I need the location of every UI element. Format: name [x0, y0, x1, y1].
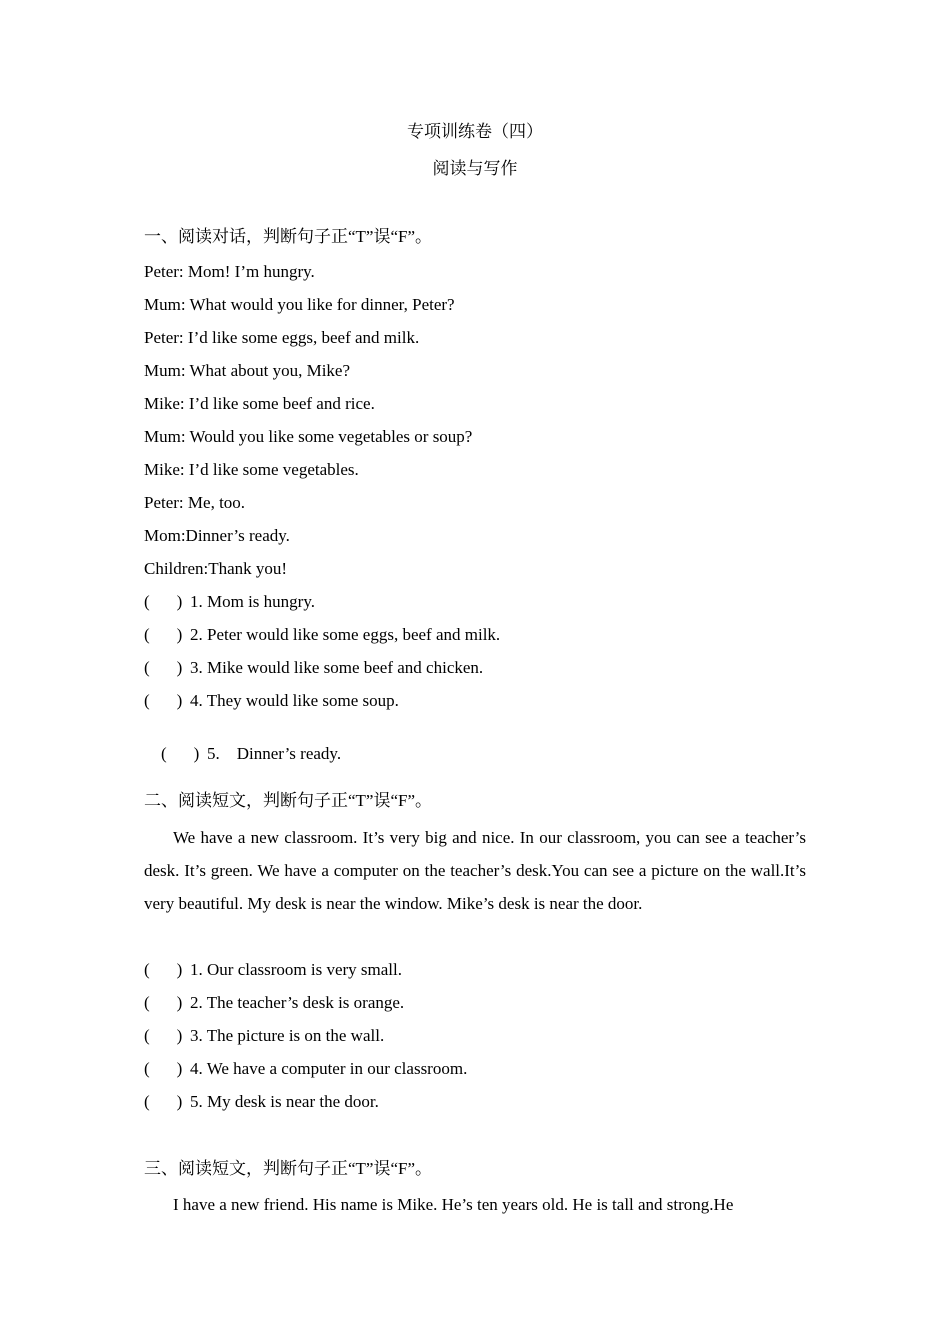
question-text: 2. Peter would like some eggs, beef and milk. — [190, 625, 501, 644]
answer-blank[interactable]: ( ) — [144, 1059, 183, 1078]
answer-blank[interactable]: ( ) — [144, 1092, 183, 1111]
dialogue-line: Children:Thank you! — [144, 559, 288, 578]
question-item — [144, 1059, 467, 1079]
answer-blank[interactable]: ( ) — [144, 993, 183, 1012]
question-text: 4. They would like some soup. — [190, 691, 399, 710]
question-item — [144, 625, 500, 645]
question-text: 3. Mike would like some beef and chicken. — [190, 658, 484, 677]
question-text: 1. Our classroom is very small. — [190, 960, 402, 979]
question-text: 4. We have a computer in our classroom. — [190, 1059, 468, 1078]
answer-blank[interactable]: ( ) — [144, 625, 183, 644]
answer-blank[interactable]: ( ) — [144, 1026, 183, 1045]
question-text: 5. My desk is near the door. — [190, 1092, 379, 1111]
dialogue-line: Mike: I’d like some beef and rice. — [144, 394, 375, 413]
section1-heading: 一、阅读对话，判断句子正“T”误“F”。 — [144, 227, 433, 246]
dialogue-line: Mum: What about you, Mike? — [144, 361, 351, 380]
answer-blank[interactable]: ( ) — [144, 960, 183, 979]
question-item — [144, 724, 341, 784]
section3-passage: I have a new friend. His name is Mike. He’s ten years old. He is tall and strong.He — [173, 1195, 734, 1214]
question-text: 1. Mom is hungry. — [190, 592, 315, 611]
dialogue-line: Mum: Would you like some vegetables or soup? — [144, 427, 473, 446]
question-text: 5. Dinner’s ready. — [207, 744, 342, 763]
question-item — [144, 592, 315, 612]
question-text: 3. The picture is on the wall. — [190, 1026, 385, 1045]
dialogue-line: Peter: I’d like some eggs, beef and milk. — [144, 328, 420, 347]
dialogue-line: Mum: What would you like for dinner, Peter? — [144, 295, 455, 314]
question-item — [144, 1092, 379, 1112]
dialogue-line: Mike: I’d like some vegetables. — [144, 460, 359, 479]
question-item — [144, 658, 483, 678]
dialogue-line: Mom:Dinner’s ready. — [144, 526, 290, 545]
question-text: 2. The teacher’s desk is orange. — [190, 993, 405, 1012]
question-item — [144, 691, 399, 711]
page-subtitle: 阅读与写作 — [432, 159, 518, 178]
question-item — [144, 1026, 384, 1046]
answer-blank[interactable]: ( ) — [144, 691, 183, 710]
dialogue-line: Peter: Me, too. — [144, 493, 246, 512]
page-title: 专项训练卷（四） — [407, 122, 543, 141]
answer-blank[interactable]: ( ) — [144, 592, 183, 611]
section2-heading: 二、阅读短文，判断句子正“T”误“F”。 — [144, 791, 433, 810]
dialogue-line: Peter: Mom! I’m hungry. — [144, 262, 315, 281]
question-item — [144, 960, 402, 980]
answer-blank[interactable]: ( ) — [161, 744, 200, 763]
question-item — [144, 993, 404, 1013]
section3-heading: 三、阅读短文，判断句子正“T”误“F”。 — [144, 1159, 433, 1178]
answer-blank[interactable]: ( ) — [144, 658, 183, 677]
section2-passage: We have a new classroom. It’s very big and nice. In our classroom, you can see a teacher’s desk. It’s green. We have a computer on the teacher’s desk.You can see a picture on the wall.It’s very beautiful. My desk is near the window. Mike’s desk is near the door. — [144, 828, 806, 913]
